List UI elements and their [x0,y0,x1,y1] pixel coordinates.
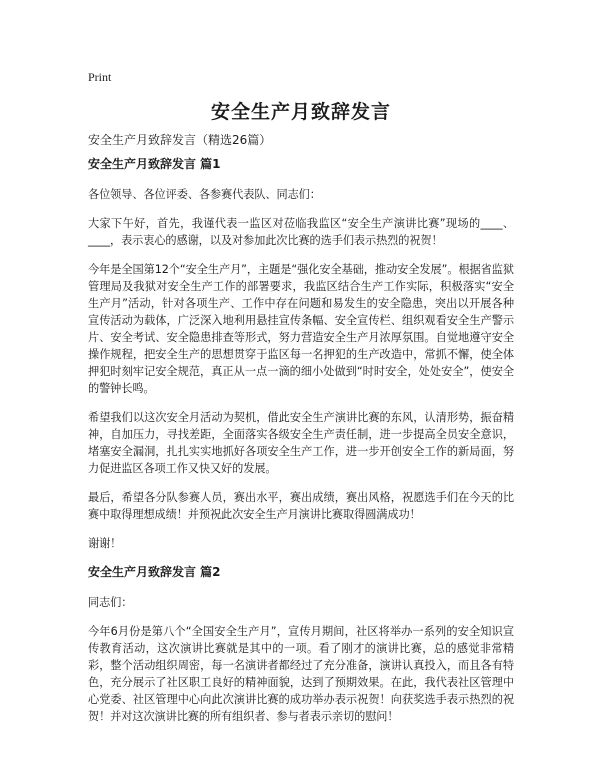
paragraph: 大家下午好，首先，我谨代表一监区对莅临我监区“安全生产演讲比赛”现场的____、____，表示衷心的感谢，以及对参加此次比赛的选手们表示热烈的祝贺！ [88,217,514,247]
paragraph: 今年是全国第12个“安全生产月”，主题是“强化安全基础，推动安全发展”。根据省监狱管理局及我狱对安全生产工作的部署要求，我监区结合生产工作实际，积极落实“安全生产月”活动，针对各项生产、工作中存在问题和易发生的安全隐患，突出以开展各种宣传活动为载体，广泛深入地利用悬挂宣传条幅、安全宣传栏、组织观看安全生产警示片、安全考试、安全隐患排查等形式，努力营造安全生产月浓厚氛围。自觉地遵守安全操作规程，把安全生产的思想贯穿于监区每一名押犯的生产改造中，常抓不懈，使全体押犯时刻牢记安全规范，真正从一点一滴的细小处做到“时时安全，处处安全”，使安全的警钟长鸣。 [88,263,514,395]
document-title: 安全生产月致辞发言 [210,101,391,123]
section-heading: 安全生产月致辞发言 篇1 [88,157,221,171]
article-body [88,156,514,737]
speech-section-2 [88,564,514,725]
document-subtitle: 安全生产月致辞发言（精选26篇） [88,133,272,147]
paragraph: 希望我们以这次安全月活动为契机，借此安全生产演讲比赛的东风，认清形势，振奋精神，自加压力，寻找差距，全面落实各级安全生产责任制，进一步提高全员安全意识，堵塞安全漏洞，扎扎实实地抓好各项安全生产工作，进一步开创安全工作的新局面，努力促进监区各项工作又快又好的发展。 [88,411,514,475]
paragraph: 同志们： [88,596,133,609]
section-heading: 安全生产月致辞发言 篇2 [88,565,221,579]
speech-section-1 [88,156,514,552]
paragraph: 谢谢！ [88,537,122,550]
paragraph: 最后，希望各分队参赛人员，赛出水平，赛出成绩，赛出风格，祝愿选手们在今天的比赛中取得理想成绩！并预祝此次安全生产月演讲比赛取得圆满成功！ [88,491,514,521]
print-link[interactable]: Print [88,70,112,84]
paragraph: 今年6月份是第八个“全国安全生产月”，宣传月期间，社区将举办一系列的安全知识宣传教育活动，这次演讲比赛就是其中的一项。看了刚才的演讲比赛，总的感觉非常精彩，整个活动组织周密，每一名演讲者都经过了充分准备，演讲认真投入，而且各有特色，充分展示了社区职工良好的精神面貌，达到了预期效果。在此，我代表社区管理中心党委、社区管理中心向此次演讲比赛的成功举办表示祝贺！向获奖选手表示热烈的祝贺！并对这次演讲比赛的所有组织者、参与者表示亲切的慰问！ [88,625,514,723]
paragraph: 各位领导、各位评委、各参赛代表队、同志们： [88,188,321,201]
